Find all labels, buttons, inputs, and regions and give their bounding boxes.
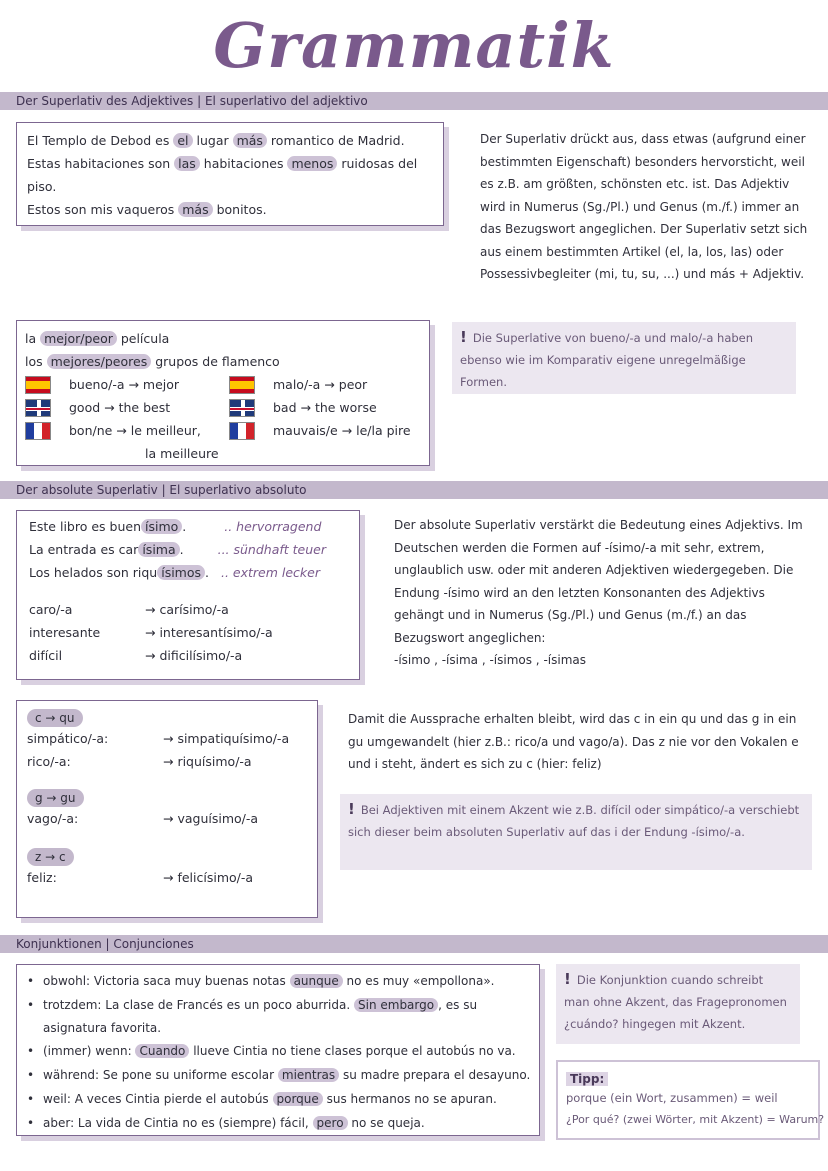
abs-example: La entrada es car ísima . ... sündhaft teuer <box>29 542 326 557</box>
conj-item: • weil: A veces Cintia pierde el autobús porque sus hermanos no se apuran. <box>27 1087 529 1111</box>
conj-item: • (immer) wenn: Cuando llueve Cintia no tiene clases porque el autobús no va. <box>27 1039 529 1063</box>
example-line: Estos son mis vaqueros más bonitos. <box>27 202 267 217</box>
spelling-example: feliz: → felicísimo/-a <box>27 870 254 885</box>
section-header-superlativ: Der Superlativ des Adjektives | El superlativo del adjektivo <box>0 92 828 110</box>
french-flag-icon <box>229 422 255 440</box>
rule-pill: z → c <box>27 846 307 866</box>
spanish-flag-icon <box>229 376 255 394</box>
spelling-box <box>16 700 318 918</box>
abs-conversion: difícil → dificilísimo/-a <box>29 648 243 663</box>
uk-flag-icon <box>229 399 255 417</box>
irregular-example: los mejores/peores grupos de flamenco <box>25 354 280 369</box>
note-irregular: ! Die Superlative von bueno/-a und malo/-a haben ebenso wie im Komparativ eigene unregelmäßige Formen. <box>452 322 796 394</box>
abs-conversion: interesante → interesantísimo/-a <box>29 625 273 640</box>
irregular-example: la mejor/peor película <box>25 331 170 346</box>
conj-item: • obwohl: Victoria saca muy buenas notas aunque no es muy «empollona». <box>27 969 529 993</box>
note-conj: ! Die Konjunktion cuando schreibt man ohne Akzent, das Fragepronomen ¿cuándo? hingegen mit Akzent. <box>556 964 800 1044</box>
section-header-absolut: Der absolute Superlativ | El superlativo absoluto <box>0 481 828 499</box>
absolute-explanation: Der absolute Superlativ verstärkt die Bedeutung eines Adjektivs. Im Deutschen werden die Formen auf -ísimo/-a mit sehr, extrem, unglaublich usw. oder mit anderen Adjektiven wiedergegeben. Die Endung -ísimo wird an den letzten Konsonanten des Adjektivs gehängt und in Numerus (Sg./Pl.) und Genus (m./f.) an das Bezugswort angeglichen: -ísimo , -ísima , -ísimos , -ísimas <box>394 514 814 672</box>
conj-item: • während: Se pone su uniforme escolar mientras su madre prepara el desayuno. <box>27 1063 529 1087</box>
irregular-box <box>16 320 430 466</box>
note-accent: ! Bei Adjektiven mit einem Akzent wie z.B. difícil oder simpático/-a verschiebt sich dieser beim absoluten Superlativ auf das i der Endung -ísimo/-a. <box>340 794 812 870</box>
tipp-title: Tipp: <box>566 1068 810 1087</box>
spelling-example: rico/-a: → riquísimo/-a <box>27 754 252 769</box>
tipp-line: porque (ein Wort, zusammen) = weil <box>566 1091 778 1105</box>
endings: -ísimo , -ísima , -ísimos , -ísimas <box>394 653 586 667</box>
spanish-flag-icon <box>25 376 51 394</box>
exclamation-icon: ! <box>564 970 571 988</box>
english-row: good → the best bad → the worse <box>25 396 421 419</box>
spelling-example: vago/-a: → vaguísimo/-a <box>27 811 259 826</box>
uk-flag-icon <box>25 399 51 417</box>
example-line: Estas habitaciones son las habitaciones menos ruidosas del <box>27 156 418 171</box>
tipp-box <box>556 1060 825 1140</box>
french-row: bon/ne → le meilleur, mauvais/e → le/la pire <box>25 419 421 442</box>
abs-example: Este libro es buen ísimo . .. hervorragend <box>29 519 322 534</box>
example-line: piso. <box>27 179 57 194</box>
tipp-line: ¿Por qué? (zwei Wörter, mit Akzent) = Warum? <box>566 1113 825 1126</box>
conjunctions-box <box>16 964 540 1136</box>
spelling-example: simpático/-a: → simpatiquísimo/-a <box>27 731 290 746</box>
french-row-cont: la meilleure <box>145 446 219 461</box>
rule-pill: g → gu <box>27 787 307 807</box>
conj-item-cont: asignatura favorita. <box>43 1021 162 1035</box>
absolute-examples-box <box>16 510 360 680</box>
rule-pill: c → qu <box>27 707 307 727</box>
exclamation-icon: ! <box>460 328 467 346</box>
superlativ-explanation: Der Superlativ drückt aus, dass etwas (aufgrund einer bestimmten Eigenschaft) besonders hervorsticht, weil es z.B. am größten, schönsten etc. ist. Das Adjektiv wird in Numerus (Sg./Pl.) und Genus (m./f.) immer an das Bezugswort angeglichen. Der Superlativ setzt sich aus einem bestimmten Artikel (el, la, los, las) oder Possessivbegleiter (mi, tu, su, ...) und más + Adjektiv. <box>480 132 808 281</box>
french-flag-icon <box>25 422 51 440</box>
conj-item: • trotzdem: La clase de Francés es un poco aburrida. Sin embargo , es su <box>27 993 529 1017</box>
conj-item: • aber: La vida de Cintia no es (siempre) fácil, pero no se queja. <box>27 1111 529 1135</box>
spelling-explanation: Damit die Aussprache erhalten bleibt, wird das c in ein qu und das g in ein gu umgewandelt (hier z.B.: rico/a und vago/a). Das z nie vor den Vokalen e und i steht, ändert es sich zu c (hier: feliz) <box>348 712 799 771</box>
page-title: Grammatik <box>213 9 615 82</box>
abs-conversion: caro/-a → carísimo/-a <box>29 602 229 617</box>
exclamation-icon: ! <box>348 800 355 818</box>
example-line: El Templo de Debod es el lugar más romantico de Madrid. <box>27 133 405 148</box>
superlativ-examples-box <box>16 122 444 226</box>
section-header-konj: Konjunktionen | Conjunciones <box>0 935 828 953</box>
spanish-row: bueno/-a → mejor malo/-a → peor <box>25 373 421 396</box>
abs-example: Los helados son riqu ísimos . .. extrem lecker <box>29 565 320 580</box>
